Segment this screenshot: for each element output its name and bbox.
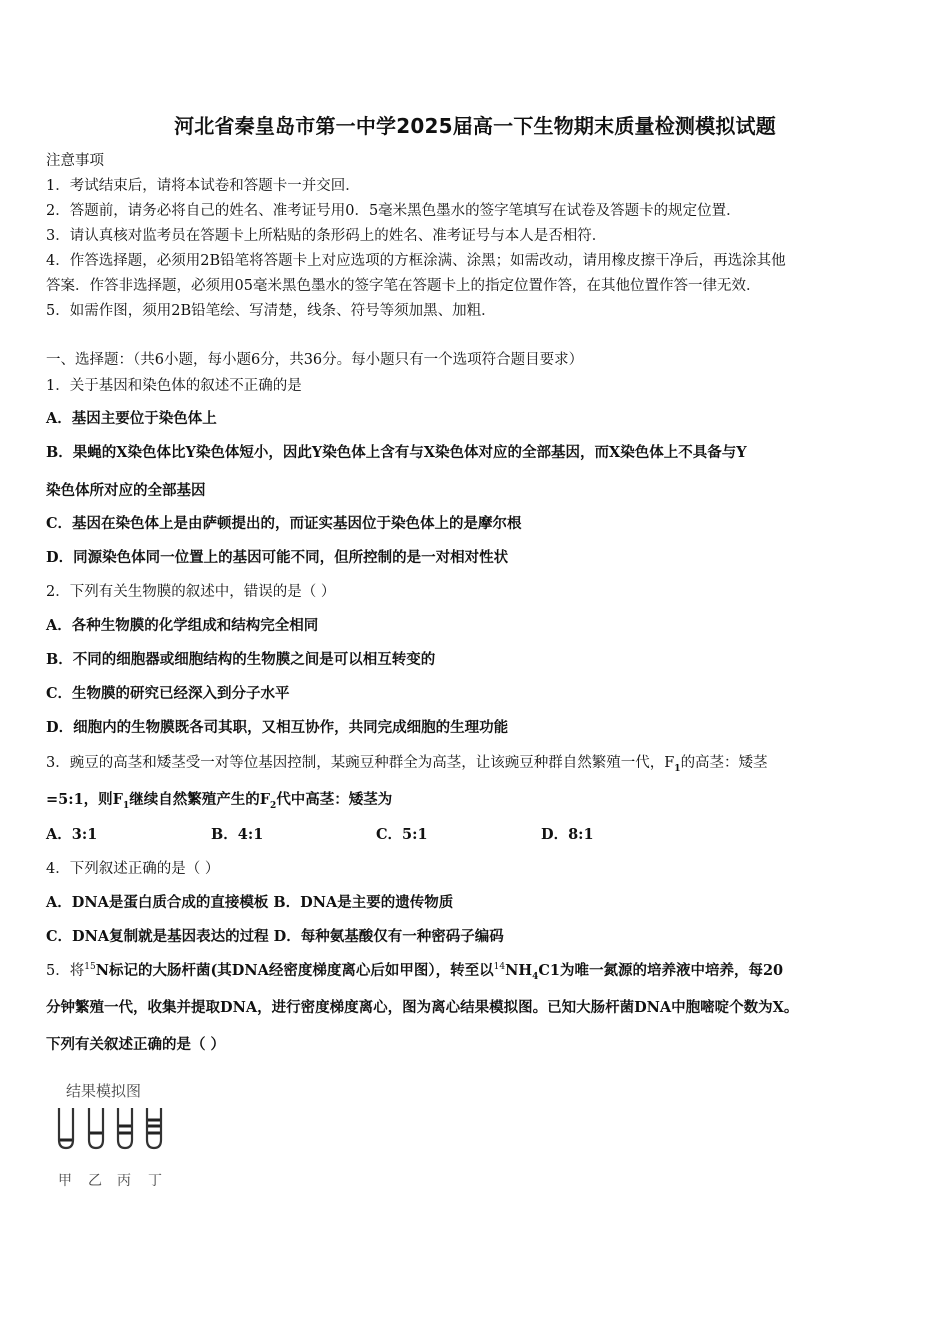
label-ding: 丁 — [148, 1173, 162, 1189]
q1-option-b: B．果蝇的X染色体比Y染色体短小，因此Y染色体上含有与X染色体对应的全部基因，而X染色体上不具备与Y — [46, 444, 747, 461]
test-tubes — [52, 1078, 182, 1168]
notice-item: 5．如需作图，须用2B铅笔绘、写清楚，线条、符号等须加黑、加粗． — [46, 303, 496, 319]
q5-stem-cont: 分钟繁殖一代，收集并提取DNA，进行密度梯度离心，图为离心结果模拟图。已知大肠杆菌DNA中胞嘧啶个数为X。 — [46, 999, 799, 1016]
tube-ding — [147, 1108, 161, 1148]
centrifuge-figure — [52, 1078, 182, 1198]
notice-item: 4．作答选择题，必须用2B铅笔将答题卡上对应选项的方框涂满、涂黑；如需改动，请用橡皮擦干净后，再选涂其他 — [46, 253, 786, 269]
q1-stem: 1．关于基因和染色体的叙述不正确的是 — [46, 378, 302, 394]
q3-stem: 3．豌豆的高茎和矮茎受一对等位基因控制，某豌豆种群全为高茎，让该豌豆种群自然繁殖一代，$F_1$的高茎：矮茎 — [46, 755, 768, 774]
notice-item: 3．请认真核对监考员在答题卡上所粘贴的条形码上的姓名、准考证号与本人是否相符． — [46, 228, 607, 244]
tube-jia — [59, 1108, 73, 1148]
q2-option-b: B．不同的细胞器或细胞结构的生物膜之间是可以相互转变的 — [46, 651, 436, 668]
notice-item: 1．考试结束后，请将本试卷和答题卡一并交回． — [46, 178, 360, 194]
tube-yi — [89, 1108, 103, 1148]
notice-item: 2．答题前，请务必将自己的姓名、准考证号用0．5毫米黑色墨水的签字笔填写在试卷及答题卡的规定位置． — [46, 203, 741, 219]
q2-option-d: D．细胞内的生物膜既各司其职，又相互协作，共同完成细胞的生理功能 — [46, 719, 509, 736]
q3-option-a: A．3:1 — [46, 826, 98, 843]
q3-option-b: B．4:1 — [211, 826, 264, 843]
q5-stem: 5．将$^{15}$N标记的大肠杆菌(其DNA经密度梯度离心后如甲图），转至以$^{14}NH_4C1$为唯一氮源的培养液中培养，每20 — [46, 962, 784, 982]
q2-stem: 2．下列有关生物膜的叙述中，错误的是（ ） — [46, 584, 336, 600]
q4-options-ab: A．DNA是蛋白质合成的直接模板 B．DNA是主要的遗传物质 — [46, 894, 454, 911]
q4-options-cd: C．DNA复制就是基因表达的过程 D．每种氨基酸仅有一种密码子编码 — [46, 928, 504, 945]
q3-option-d: D．8:1 — [541, 826, 594, 843]
label-yi: 乙 — [88, 1173, 102, 1189]
q1-option-c: C．基因在染色体上是由萨顿提出的，而证实基因位于染色体上的是摩尔根 — [46, 515, 522, 532]
label-jia: 甲 — [58, 1173, 72, 1189]
figure-title: 结果模拟图 — [66, 1082, 142, 1100]
page-title: 河北省秦皇岛市第一中学2025届高一下生物期末质量检测模拟试题 — [174, 114, 776, 138]
section-heading: 一、选择题：（共6小题，每小题6分，共36分。每小题只有一个选项符合题目要求） — [46, 352, 584, 368]
q1-option-a: A．基因主要位于染色体上 — [46, 410, 217, 427]
q1-option-b-cont: 染色体所对应的全部基因 — [46, 482, 206, 499]
notice-item: 答案．作答非选择题，必须用05毫米黑色墨水的签字笔在答题卡上的指定位置作答，在其他位置作答一律无效． — [46, 278, 761, 294]
q1-option-d: D．同源染色体同一位置上的基因可能不同，但所控制的是一对相对性状 — [46, 549, 509, 566]
q2-option-c: C．生物膜的研究已经深入到分子水平 — [46, 685, 290, 702]
q4-stem: 4．下列叙述正确的是（ ） — [46, 861, 220, 877]
q3-option-c: C．5:1 — [376, 826, 428, 843]
q2-option-a: A．各种生物膜的化学组成和结构完全相同 — [46, 617, 319, 634]
label-bing: 丙 — [117, 1173, 131, 1189]
q5-stem-cont2: 下列有关叙述正确的是（ ） — [46, 1036, 226, 1053]
notice-heading: 注意事项 — [46, 153, 104, 169]
tube-bing — [118, 1108, 132, 1148]
q3-stem-cont: =5:1，则$F_1$继续自然繁殖产生的$F_2$代中高茎：矮茎为 — [46, 791, 393, 811]
